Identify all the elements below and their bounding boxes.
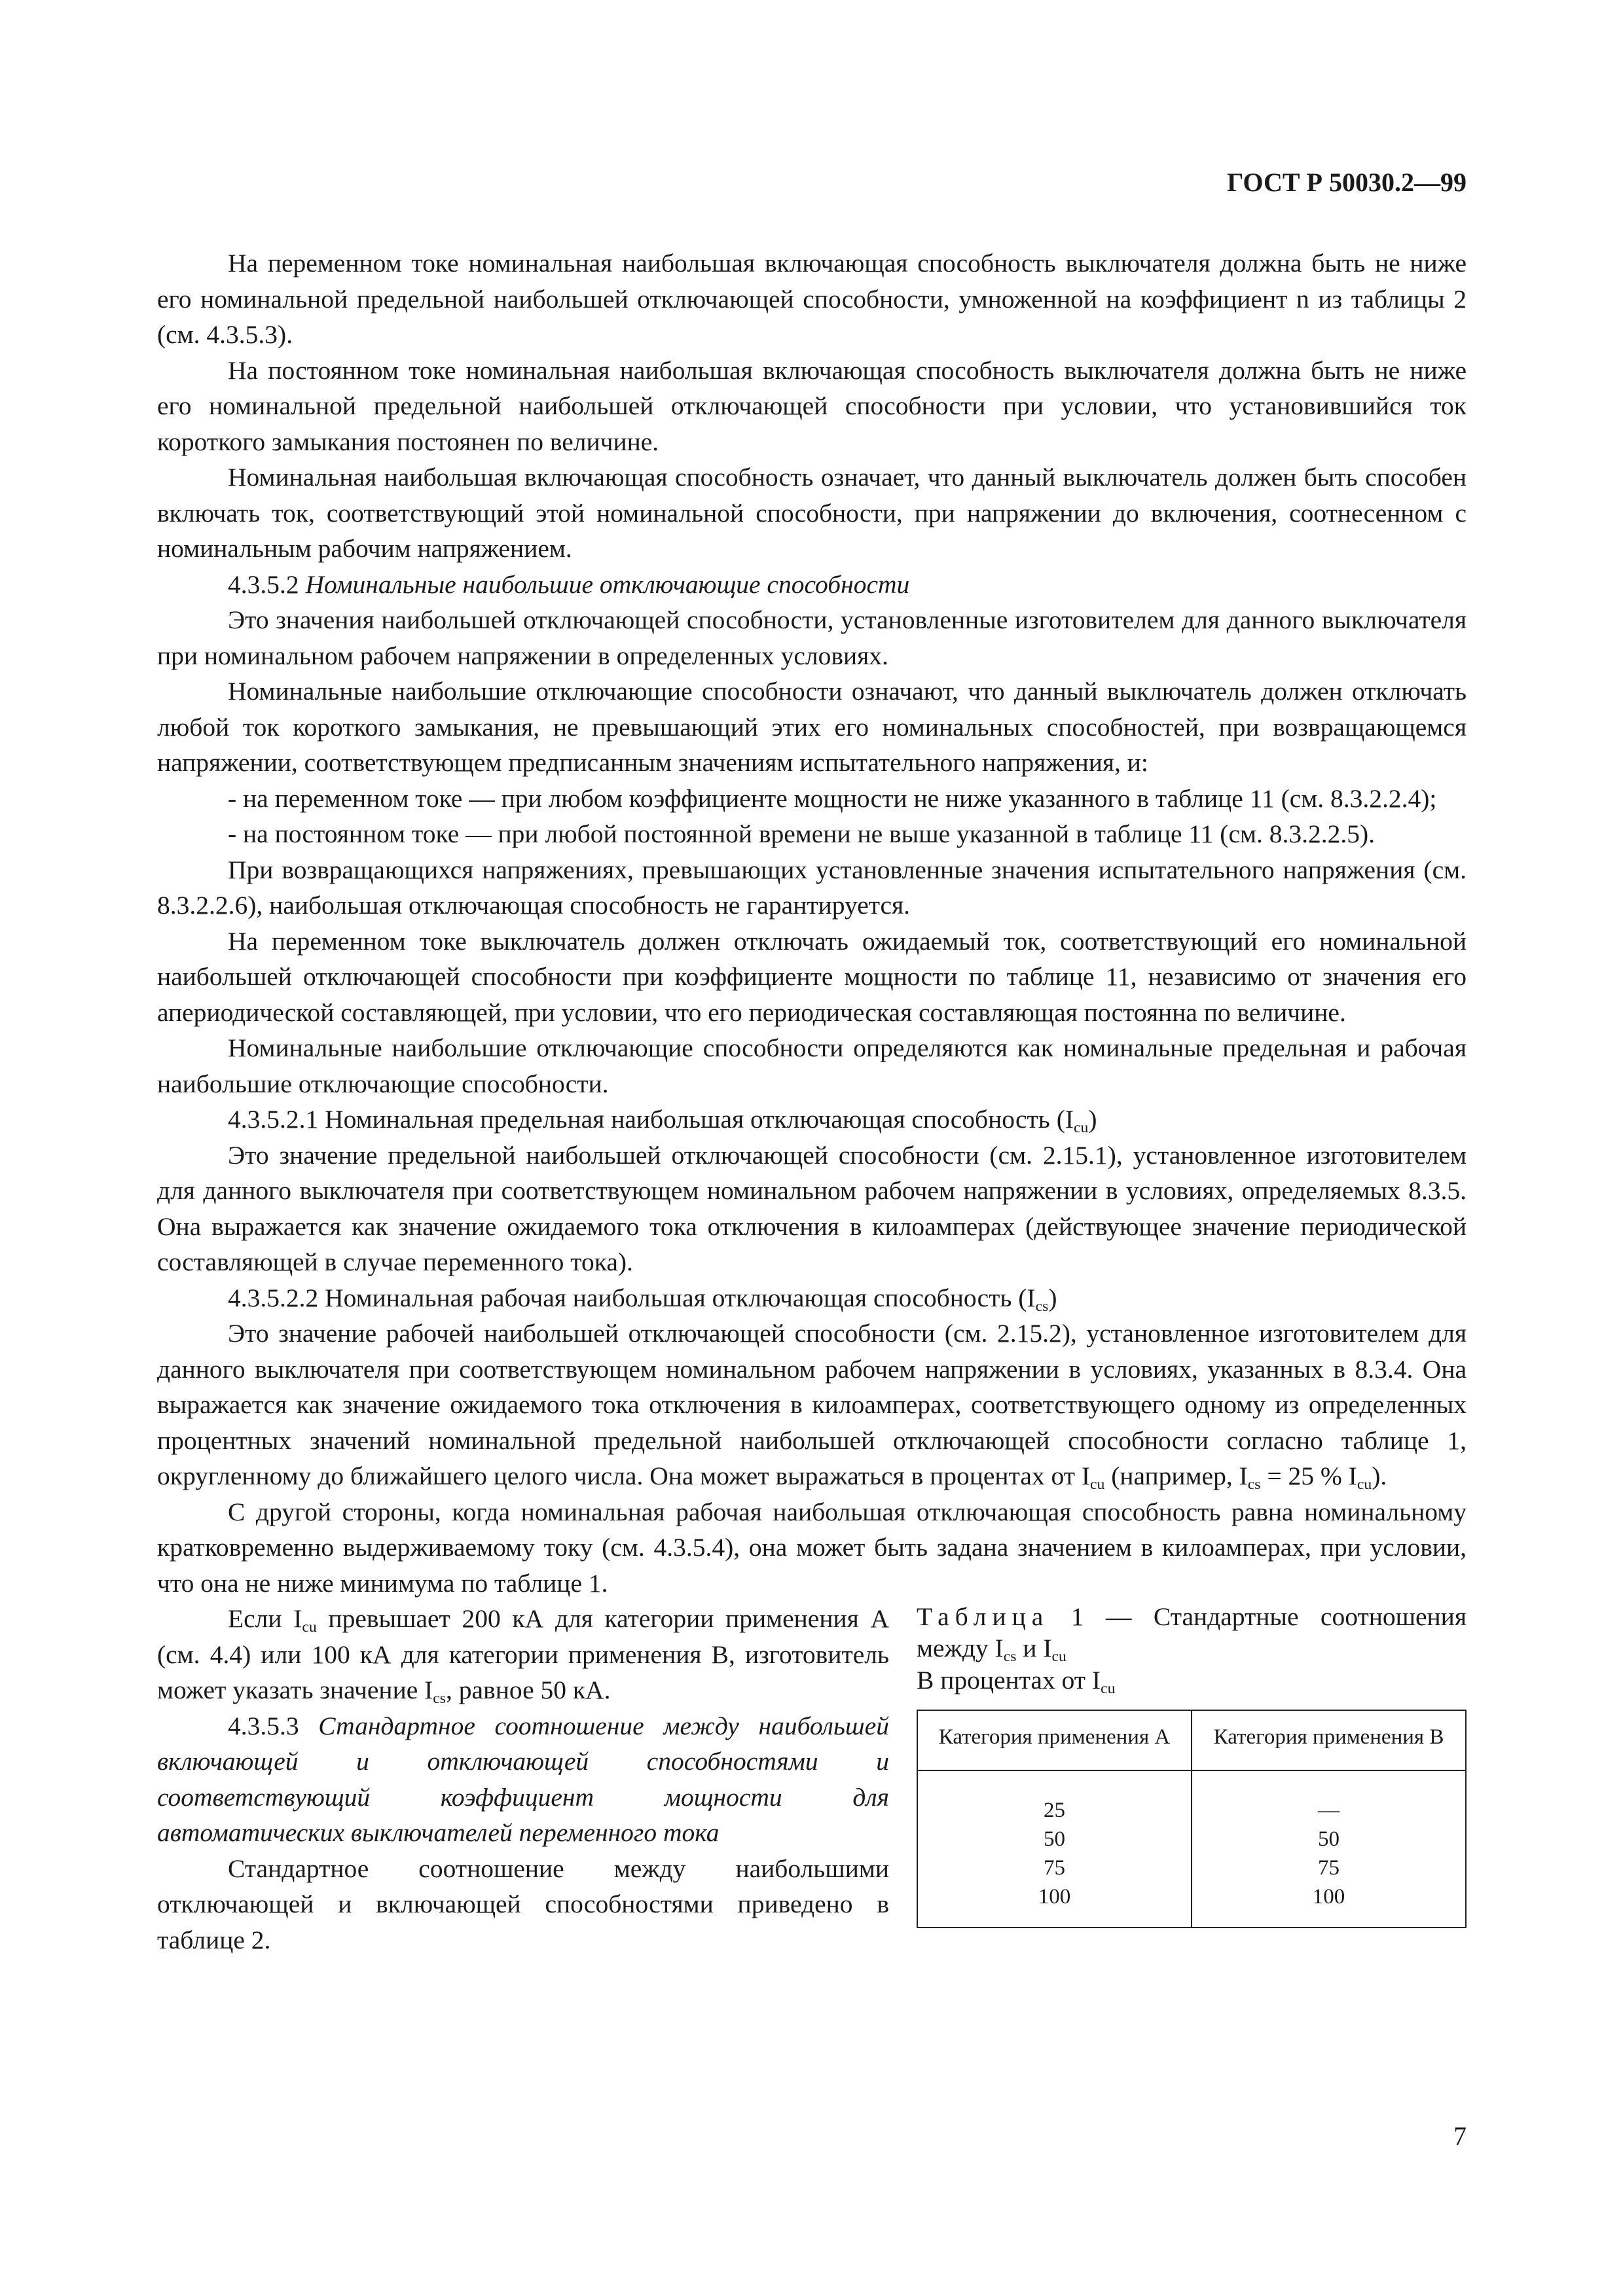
paragraph: На переменном токе выключатель должен отключать ожидаемый ток, соответствующий его номинальной наибольшей отключающей способности при коэффициенте мощности по таблице 11, независимо от значения его апериодической составляющей, при условии, что его периодическая составляющая постоянна по величине. (157, 926, 1467, 1027)
two-column-block (157, 1601, 1467, 1958)
column-header: Категория применения В (1192, 1710, 1466, 1770)
standard-ratio-table (917, 1710, 1467, 1928)
page-number: 7 (1453, 2121, 1467, 2151)
paragraph: На постоянном токе номинальная наибольшая включающая способность выключателя должна быть не ниже его номинальной предельной наибольшей отключающей способности при условии, что установившийся ток короткого замыкания постоянен по величине. (157, 355, 1467, 456)
document-body (157, 245, 1467, 1958)
section-heading-4-3-5-2-2: 4.3.5.2.2 Номинальная рабочая наибольшая отключающая способность $(I_{cs})$ (228, 1283, 1057, 1315)
paragraph: Если $I_{cu}$ превышает 200 кА для категории применения А (см. 4.4) или 100 кА для категории применения В, изготовитель может указать значение $I_{cs}$, равное 50 кА. (157, 1604, 889, 1708)
paragraph: С другой стороны, когда номинальная рабочая наибольшая отключающая способность равна номинальному кратковременно выдерживаемому току (см. 4.3.5.4), она может быть задана значением в килоамперах, при условии, что она не ниже минимума по таблице 1. (157, 1497, 1467, 1598)
section-heading-4-3-5-3: 4.3.5.3 Стандартное соотношение между наибольшей включающей и отключающей способностями и соответствующий коэффициент мощности для автоматических выключателей переменного тока (157, 1711, 889, 1847)
paragraph: Стандартное соотношение между наибольшими отключающей и включающей способностями приведено в таблице 2. (157, 1854, 889, 1954)
paragraph: Номинальная наибольшая включающая способность означает, что данный выключатель должен быть способен включать ток, соответствующий этой номинальной способности, при напряжении до включения, соотнесенном с номинальным рабочим напряжением. (157, 463, 1467, 563)
list-item: - на переменном токе — при любом коэффициенте мощности не ниже указанного в таблице 11 (см. 8.3.2.2.4); (228, 783, 1437, 813)
section-number: 4.3.5.2 (228, 569, 299, 599)
list-item: - на постоянном токе — при любой постоянной времени не выше указанной в таблице 11 (см. 8.3.2.2.5). (228, 819, 1376, 848)
table-caption: Таблица 1 — Стандартные соотношения между $I_{cs}$ и $I_{cu}$ (917, 1602, 1467, 1666)
paragraph: Номинальные наибольшие отключающие способности определяются как номинальные предельная и рабочая наибольшие отключающие способности. (157, 1033, 1467, 1098)
paragraph: Это значение рабочей наибольшей отключающей способности (см. 2.15.2), установленное изготовителем для данного выключателя при соответствующем номинальном рабочем напряжении в условиях, указанных в 8.3.4. Она выражается как значение ожидаемого тока отключения в килоамперах, соответствующего одному из определенных процентных значений номинальной предельной наибольшей отключающей способности согласно таблице 1, округленному до ближайшего целого числа. Она может выражаться в процентах от $I_{cu}$ (например, $I_{cs} = 25$ % $I_{cu}$). (157, 1319, 1467, 1494)
section-heading-4-3-5-2 (157, 567, 1467, 603)
section-title: Номинальные наибольшие отключающие способности (305, 569, 910, 599)
table-1-block (917, 1601, 1467, 1958)
left-column (157, 1601, 889, 1958)
section-heading-4-3-5-2-1: 4.3.5.2.1 Номинальная предельная наибольшая отключающая способность $(I_{cu})$ (228, 1105, 1097, 1137)
table-unit-note: В процентах от $I_{cu}$ (917, 1666, 1116, 1698)
paragraph: Это значение предельной наибольшей отключающей способности (см. 2.15.1), установленное изготовителем для данного выключателя при соответствующем номинальном рабочем напряжении в условиях, определяемых 8.3.5. Она выражается как значение ожидаемого тока отключения в килоамперах (действующее значение периодической составляющей в случае переменного тока). (157, 1140, 1467, 1276)
paragraph: При возвращающихся напряжениях, превышающих установленные значения испытательного напряжения (см. 8.3.2.2.6), наибольшая отключающая способность не гарантируется. (157, 855, 1467, 920)
table-cell-category-b: — 50 75 100 (1192, 1770, 1466, 1928)
column-header: Категория применения А (917, 1710, 1192, 1770)
paragraph: На переменном токе номинальная наибольшая включающая способность выключателя должна быть не ниже его номинальной предельной наибольшей отключающей способности, умноженной на коэффициент n из таблицы 2 (см. 4.3.5.3). (157, 249, 1467, 349)
paragraph: Это значения наибольшей отключающей способности, установленные изготовителем для данного выключателя при номинальном рабочем напряжении в определенных условиях. (157, 605, 1467, 670)
paragraph: Номинальные наибольшие отключающие способности означают, что данный выключатель должен отключать любой ток короткого замыкания, не превышающий этих его номинальных способностей, при возвращающемся напряжении, соответствующем предписанным значениям испытательного напряжения, и: (157, 677, 1467, 777)
table-cell-category-a: 25 50 75 100 (917, 1770, 1192, 1928)
document-header: ГОСТ Р 50030.2—99 (1226, 168, 1467, 197)
